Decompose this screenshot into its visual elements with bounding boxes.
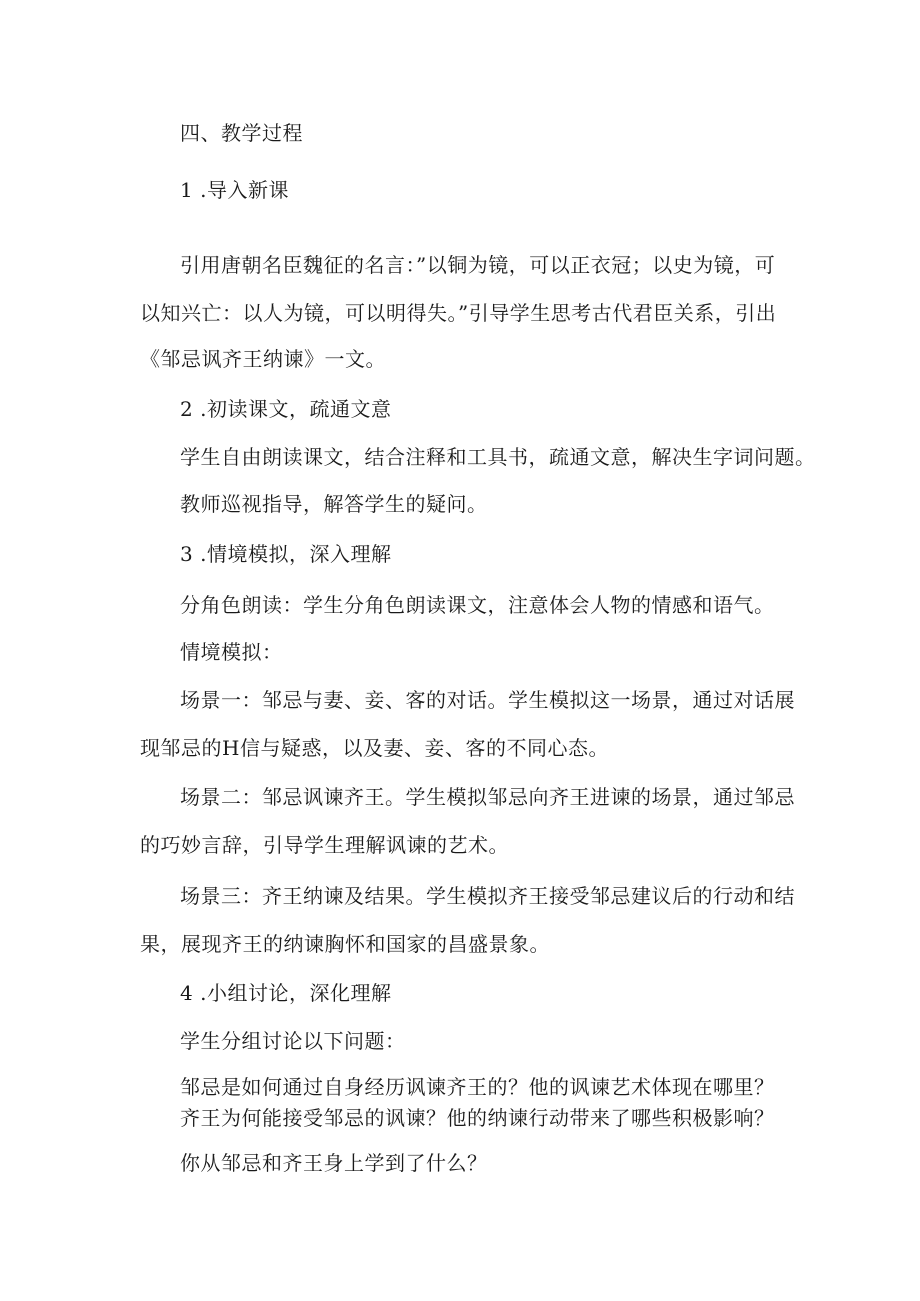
question-1: 邹忌是如何通过自身经历讽谏齐王的？他的讽谏艺术体现在哪里？ xyxy=(180,1075,775,1099)
step2-paragraph-2: 教师巡视指导，解答学生的疑问。 xyxy=(180,492,488,516)
scene2-line-2: 的巧妙言辞，引导学生理解讽谏的艺术。 xyxy=(140,833,509,857)
step3-role-reading: 分角色朗读：学生分角色朗读课文，注意体会人物的情感和语气。 xyxy=(180,593,775,617)
step4-intro: 学生分组讨论以下问题： xyxy=(180,1029,406,1053)
scene1-line-2: 现邹忌的H信与疑惑，以及妻、妾、客的不同心态。 xyxy=(140,736,609,760)
step1-paragraph-line-2: 以知兴亡：以人为镜，可以明得失。”引导学生思考古代君臣关系，引出 xyxy=(140,301,777,325)
step3-heading: 3 .情境模拟，深入理解 xyxy=(180,542,392,566)
scene3-line-2: 果，展现齐王的纳谏胸怀和国家的昌盛景象。 xyxy=(140,932,550,956)
scene2-line-1: 场景二：邹忌讽谏齐王。学生模拟邹忌向齐王进谏的场景，通过邹忌 xyxy=(180,785,795,809)
section-heading: 四、教学过程 xyxy=(180,121,303,145)
question-3: 你从邹忌和齐王身上学到了什么？ xyxy=(180,1151,488,1175)
step2-paragraph-1: 学生自由朗读课文，结合注释和工具书，疏通文意，解决生字词问题。 xyxy=(180,445,816,469)
step1-paragraph-line-3: 《邹忌讽齐王纳谏》一文。 xyxy=(140,347,386,371)
scene1-line-1: 场景一：邹忌与妻、妾、客的对话。学生模拟这一场景，通过对话展 xyxy=(180,688,795,712)
scene3-line-1: 场景三：齐王纳谏及结果。学生模拟齐王接受邹忌建议后的行动和结 xyxy=(180,884,795,908)
step1-paragraph-line-1: 引用唐朝名臣魏征的名言：”以铜为镜，可以正衣冠；以史为镜，可 xyxy=(180,253,776,277)
step2-heading: 2 .初读课文，疏通文意 xyxy=(180,397,392,421)
question-2: 齐王为何能接受邹忌的讽谏？他的纳谏行动带来了哪些积极影响？ xyxy=(180,1106,775,1130)
step3-simulation-label: 情境模拟： xyxy=(180,640,283,664)
step4-heading: 4 .小组讨论，深化理解 xyxy=(180,981,392,1005)
step1-heading: 1 .导入新课 xyxy=(180,178,289,202)
